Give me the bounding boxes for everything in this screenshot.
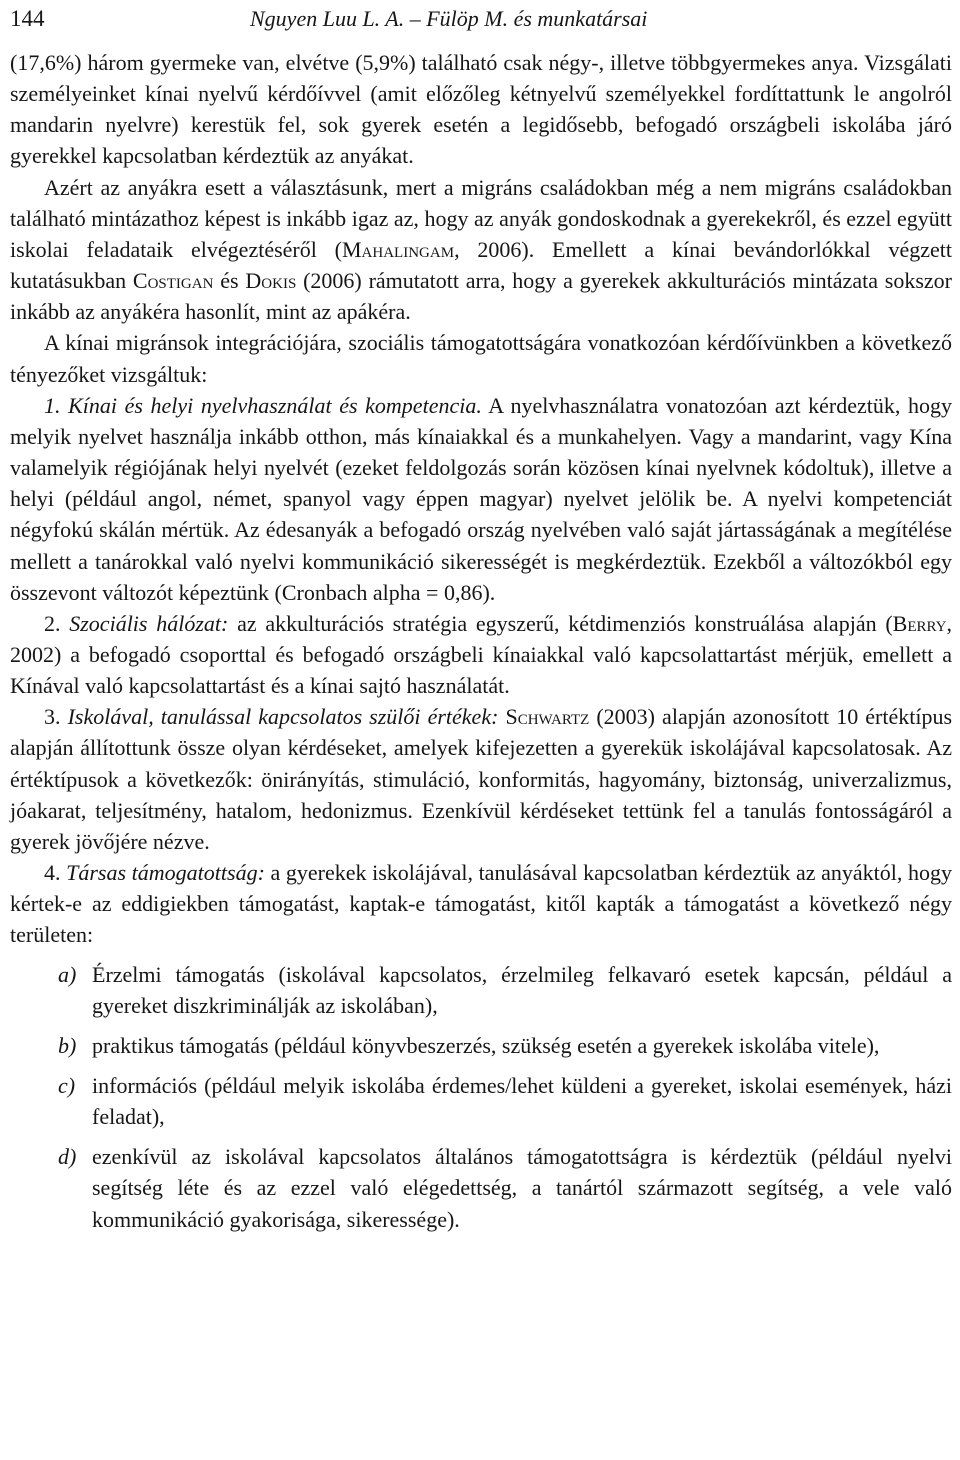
item-number: 3.: [44, 704, 68, 730]
item-number: 4.: [44, 860, 67, 886]
paragraph-factors-intro: A kínai migránsok integrációjára, szociális támogatottságára vonatkozóan kérdőívünkben a következő tényezőket vizsgáltuk:: [10, 330, 952, 387]
page-number: 144: [10, 6, 45, 31]
paragraph-parental-values: [10, 701, 952, 857]
text-span: az akkulturációs stratégia egyszerű, kétdimenziós konstruálása alapján (: [228, 610, 893, 636]
list-item-text: információs (például melyik iskolába érdemes/lehet küldeni a gyereket, iskolai események, házi feladat),: [92, 1073, 952, 1130]
paragraph-social-support: [10, 857, 952, 950]
list-marker: d): [58, 1144, 77, 1170]
item-heading-social-support: Társas támogatottság:: [66, 860, 265, 886]
paragraph-social-network: [10, 608, 952, 701]
item-heading-parental-values: Iskolával, tanulással kapcsolatos szülői értékek:: [67, 704, 499, 730]
text-span: a gyerekek iskolájával, tanulásával kapcsolatban kérdeztük az anyáktól, hogy kértek-e az eddigiekben támogatást, kaptak-e támogatást, kitől kapták a támogatást a következő négy területen:: [10, 860, 952, 948]
list-item-text: ezenkívül az iskolával kapcsolatos általános támogatottságra is kérdeztük (például nyelvi segítség léte és az ezzel való elégedettség, a tanártól származott segítség, a vele való kommunikáció gyakorisága, sikeressége).: [92, 1144, 952, 1232]
list-item-text: praktikus támogatás (például könyvbeszerzés, szükség esetén a gyerekek iskolába vitele),: [92, 1032, 880, 1058]
article-body: [10, 47, 952, 1235]
list-marker: b): [58, 1032, 77, 1058]
list-item: [10, 1030, 952, 1061]
text-span: , 2006). Emellett a kínai bevándorlókkal végzett kutatásukban: [10, 236, 952, 294]
list-marker: c): [58, 1073, 76, 1098]
paragraph-intro: (17,6%) három gyermeke van, elvétve (5,9%) található csak négy-, illetve többgyermekes anya. Vizsgálati személyeinket kínai nyelvű kérdőívvel (amit előzőleg kétnyelvű személyekkel fordíttattunk le angolról mandarin nyelvre) kerestük fel, sok gyerek esetén a legidősebb, befogadó országbeli iskolába járó gyerekkel kapcsolatban kérdeztük az anyákat.: [10, 50, 952, 169]
item-heading-social-network: Szociális hálózat:: [69, 610, 229, 636]
list-item-text: Érzelmi támogatás (iskolával kapcsolatos, érzelmileg felkavaró esetek kapcsán, például a gyereket diszkriminálják az iskolában),: [92, 961, 952, 1018]
citation-costigan: Costigan: [132, 268, 214, 294]
text-span: (2003) alapján azonosított 10 értéktípus alapján állítottunk össze olyan kérdéseket, amelyek kifejezetten a gyerekük iskolájával kapcsolatosak. Az értéktípusok a következők: önirányítás, stimuláció, konformitás, hagyomány, biztonság, univerzalizmus, jóakarat, teljesítmény, hatalom, hedonizmus. Ezenkívül kérdéseket tettünk fel a tanulás fontosságáról a gyerek jövőjére nézve.: [10, 704, 953, 854]
text-span: , 2002) a befogadó csoporttal és befogadó országbeli kínaiakkal való kapcsolattartást mérjük, emellett a Kínával való kapcsolattartást és a kínai sajtó használatát.: [10, 610, 953, 699]
list-item: [10, 1141, 952, 1234]
list-item: [10, 959, 952, 1021]
text-span: A nyelvhasználatra vonatozóan azt kérdeztük, hogy melyik nyelvet használja inkább otthon, más kínaiakkal és a munkahelyen. Vagy a mandarint, vagy Kína valamelyik régiójának helyi nyelvét (ezeket feldolgozás során közösen kínai nyelvnek kódoltuk), illetve a helyi (például angol, német, spanyol vagy éppen magyar) nyelvet jelölik be. A nyelvi kompetenciát négyfokú skálán mértük. Az édesanyák a befogadó ország nyelvében való saját jártasságának a megítélése mellett a tanárokkal való nyelvi kommunikáció sikerességét is megkérdeztük. Ezekből a változókból egy összevont változót képeztünk (Cronbach alpha = 0,86).: [10, 392, 952, 605]
text-span: (2006) rámutatott arra, hogy a gyerekek akkulturációs mintázata sokszor inkább az anyákéra hasonlít, mint az apákéra.: [10, 268, 952, 325]
running-head: Nguyen Luu L. A. – Fülöp M. és munkatársai: [250, 6, 648, 31]
paragraph-language: [10, 390, 952, 608]
paragraph-mothers: [10, 172, 952, 328]
list-marker: a): [58, 961, 77, 987]
citation-berry: Berry: [892, 610, 947, 636]
page-header: [10, 0, 952, 36]
citation-mahalingam: Mahalingam: [342, 236, 455, 262]
citation-schwartz: Schwartz: [505, 704, 590, 730]
item-heading-language: 1. Kínai és helyi nyelvhasználat és kompetencia.: [44, 392, 482, 418]
list-item: [10, 1070, 952, 1132]
support-list: [10, 959, 952, 1235]
item-number: 2.: [44, 610, 70, 636]
citation-dokis: Dokis: [245, 268, 297, 294]
text-span: Azért az anyákra esett a választásunk, mert a migráns családokban még a nem migráns családokban található mintázathoz képest is inkább igaz az, hogy az anyák gondoskodnak a gyerekekről, és ezzel együtt iskolai feladataik elvégeztéséről (: [10, 174, 952, 262]
text-span: és: [213, 268, 246, 294]
